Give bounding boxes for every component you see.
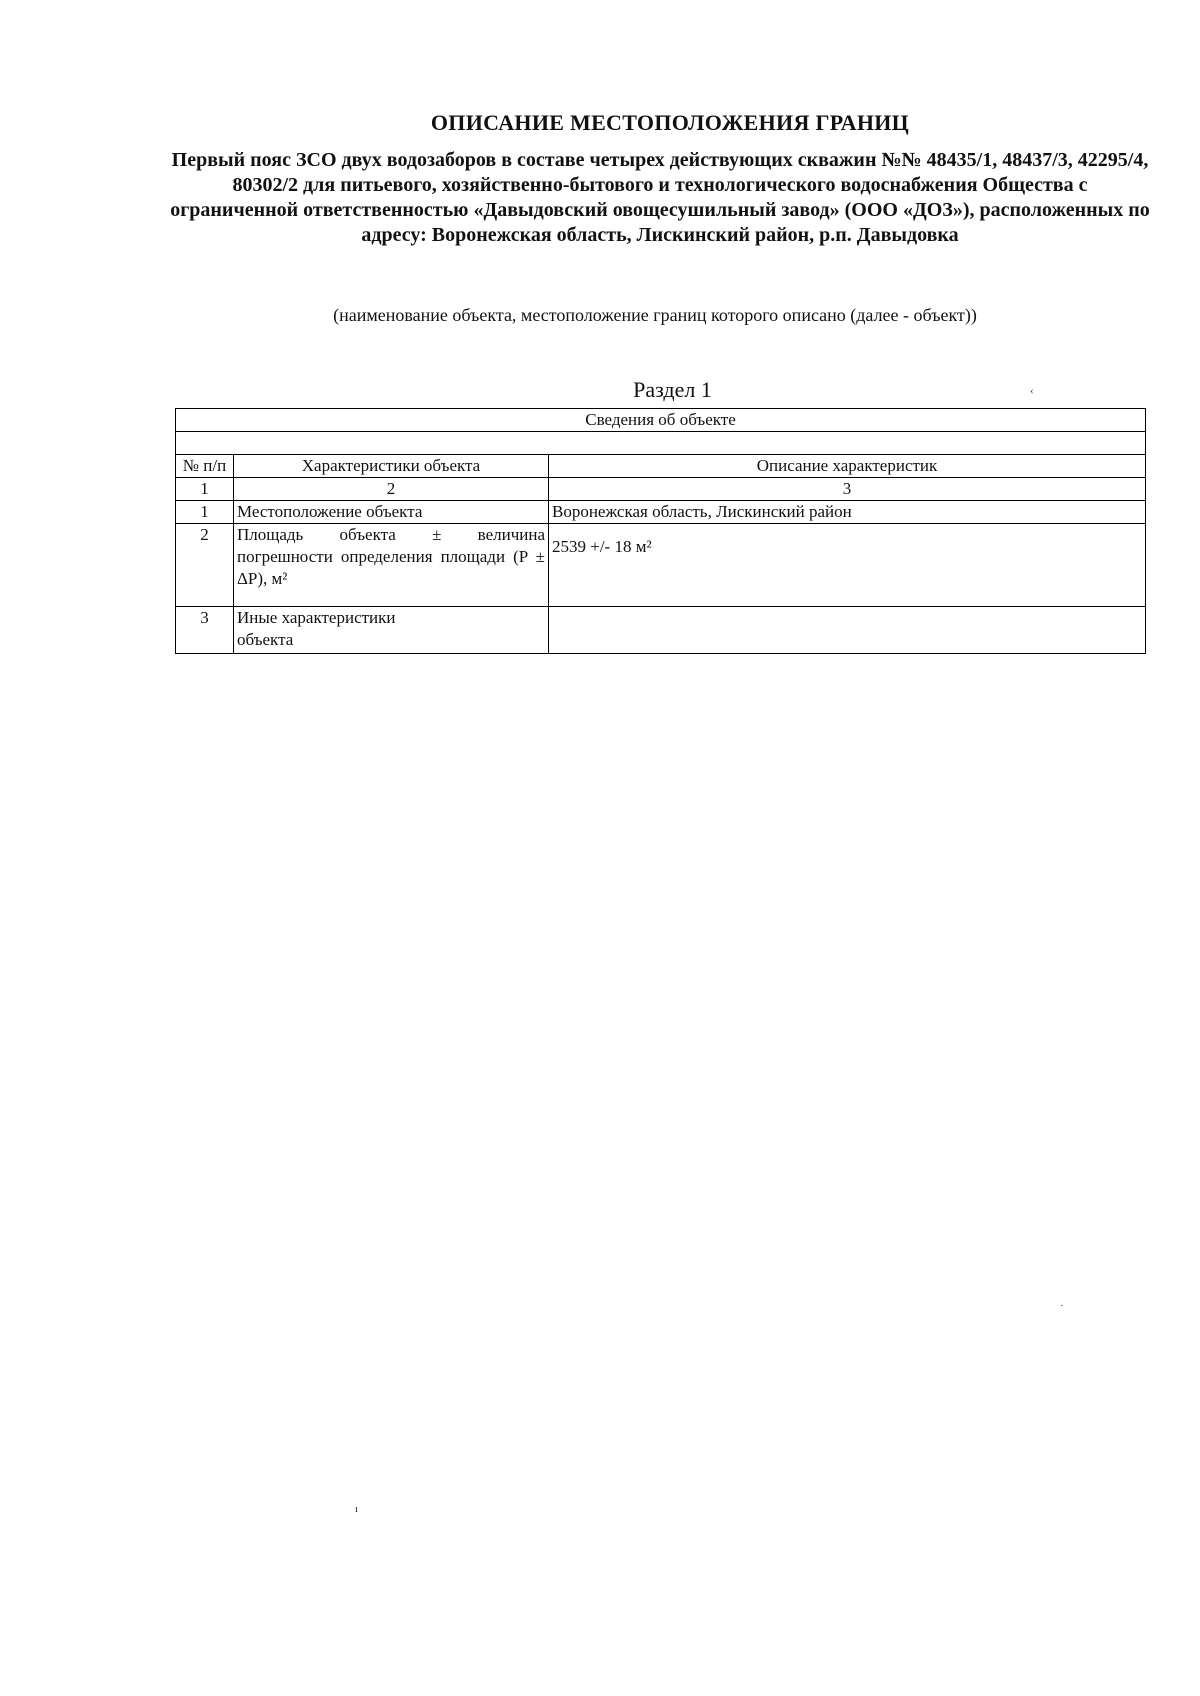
table-row — [176, 501, 1146, 524]
row-number: 2 — [176, 524, 234, 607]
object-description: Первый пояс ЗСО двух водозаборов в составе четырех действующих скважин №№ 48435/1, 48437/3, 42295/4, 80302/2 для питьевого, хозяйственно-бытового и технологического водоснабжения Общества с ограниченной ответственностью «Давыдовский овощесушильный завод» (ООО «ДОЗ»), расположенных по адресу: Воронежская область, Лискинский район, р.п. Давыдовка — [170, 149, 1150, 246]
page-title: ОПИСАНИЕ МЕСТОПОЛОЖЕНИЯ ГРАНИЦ — [430, 110, 910, 135]
scan-mark: ‹ — [1030, 385, 1034, 397]
row-description — [549, 607, 1146, 654]
scan-mark: · — [1060, 1300, 1064, 1312]
column-number: 1 — [176, 478, 234, 501]
row-number: 1 — [176, 501, 234, 524]
row-number: 3 — [176, 607, 234, 654]
column-number: 2 — [234, 478, 549, 501]
column-number: 3 — [549, 478, 1146, 501]
header-characteristic: Характеристики объекта — [234, 455, 549, 478]
table-header-row — [176, 455, 1146, 478]
table-row — [176, 607, 1146, 654]
section-title: Раздел 1 — [633, 377, 712, 402]
table-column-numbers-row — [176, 478, 1146, 501]
table-row — [176, 524, 1146, 607]
table-title-row — [176, 409, 1146, 432]
object-caption: (наименование объекта, местоположение границ которого описано (далее - объект)) — [333, 305, 977, 325]
row-characteristic: Площадь объекта ± величина погрешности определения площади (P ± ΔP), м² — [234, 524, 549, 607]
table-title: Сведения об объекте — [176, 409, 1146, 432]
row-description: Воронежская область, Лискинский район — [549, 501, 1146, 524]
row-description: 2539 +/- 18 м² — [549, 524, 1146, 607]
table-cell — [176, 432, 1146, 455]
row-characteristic: Иные характеристики объекта — [234, 607, 549, 654]
scan-mark: ı — [355, 1503, 359, 1515]
object-info-table — [175, 408, 1146, 654]
row-characteristic: Местоположение объекта — [234, 501, 549, 524]
header-num: № п/п — [176, 455, 234, 478]
table-empty-row — [176, 432, 1146, 455]
header-description: Описание характеристик — [549, 455, 1146, 478]
